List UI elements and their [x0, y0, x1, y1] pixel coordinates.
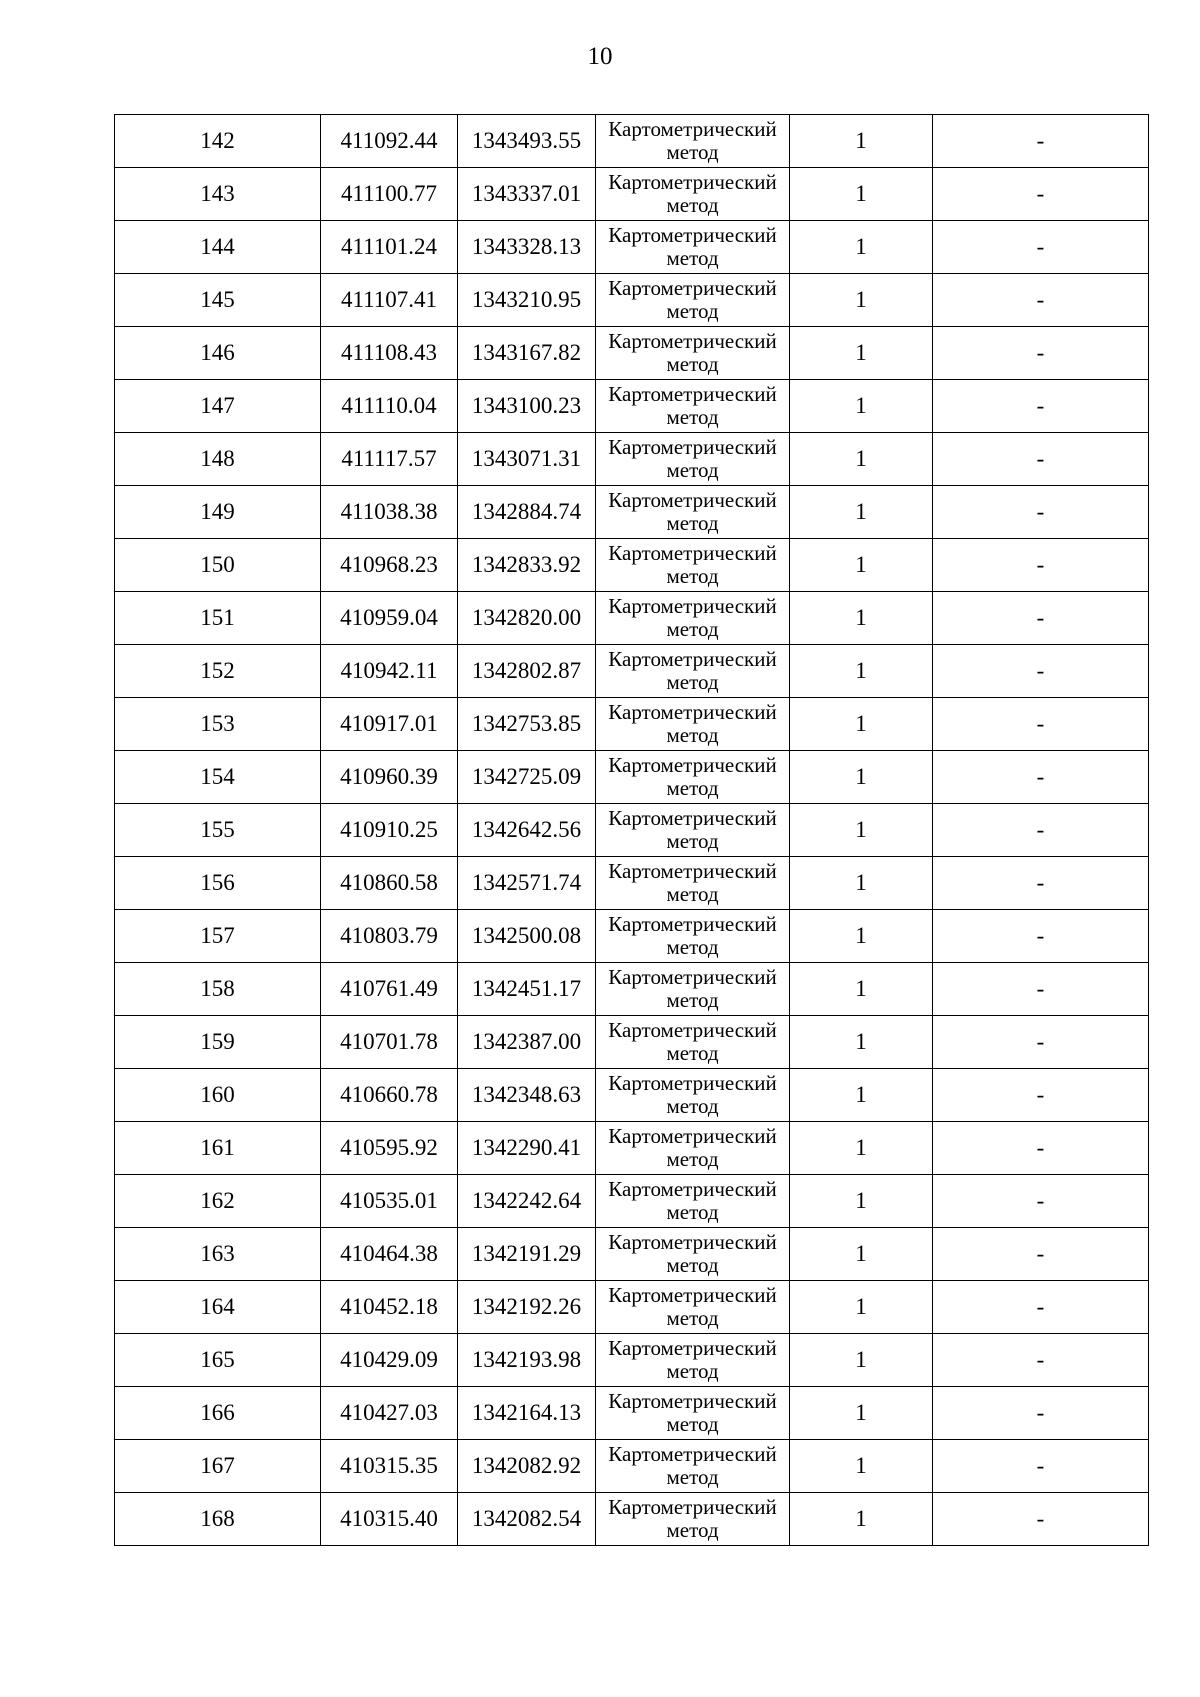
accuracy-cell: 1 [790, 910, 933, 963]
method-cell: Картометрический метод [596, 1440, 790, 1493]
description-cell: - [933, 1334, 1149, 1387]
x-coordinate-cell: 411110.04 [321, 380, 458, 433]
method-cell: Картометрический метод [596, 327, 790, 380]
table-row [115, 592, 1149, 645]
method-cell: Картометрический метод [596, 539, 790, 592]
point-number-cell: 164 [115, 1281, 321, 1334]
table-row [115, 221, 1149, 274]
description-cell: - [933, 804, 1149, 857]
y-coordinate-cell: 1342387.00 [458, 1016, 596, 1069]
y-coordinate-cell: 1342290.41 [458, 1122, 596, 1175]
x-coordinate-cell: 410660.78 [321, 1069, 458, 1122]
x-coordinate-cell: 410910.25 [321, 804, 458, 857]
point-number-cell: 147 [115, 380, 321, 433]
table-row [115, 1122, 1149, 1175]
y-coordinate-cell: 1342193.98 [458, 1334, 596, 1387]
y-coordinate-cell: 1342833.92 [458, 539, 596, 592]
table-row [115, 486, 1149, 539]
description-cell: - [933, 221, 1149, 274]
point-number-cell: 146 [115, 327, 321, 380]
description-cell: - [933, 592, 1149, 645]
x-coordinate-cell: 411100.77 [321, 168, 458, 221]
accuracy-cell: 1 [790, 857, 933, 910]
description-cell: - [933, 168, 1149, 221]
table-row [115, 1175, 1149, 1228]
y-coordinate-cell: 1342192.26 [458, 1281, 596, 1334]
method-cell: Картометрический метод [596, 804, 790, 857]
table-row [115, 539, 1149, 592]
point-number-cell: 157 [115, 910, 321, 963]
method-cell: Картометрический метод [596, 1334, 790, 1387]
point-number-cell: 153 [115, 698, 321, 751]
description-cell: - [933, 486, 1149, 539]
y-coordinate-cell: 1342500.08 [458, 910, 596, 963]
accuracy-cell: 1 [790, 486, 933, 539]
x-coordinate-cell: 410464.38 [321, 1228, 458, 1281]
x-coordinate-cell: 411108.43 [321, 327, 458, 380]
point-number-cell: 143 [115, 168, 321, 221]
x-coordinate-cell: 410761.49 [321, 963, 458, 1016]
point-number-cell: 158 [115, 963, 321, 1016]
table-row [115, 751, 1149, 804]
x-coordinate-cell: 410803.79 [321, 910, 458, 963]
x-coordinate-cell: 410860.58 [321, 857, 458, 910]
description-cell: - [933, 1016, 1149, 1069]
point-number-cell: 148 [115, 433, 321, 486]
point-number-cell: 145 [115, 274, 321, 327]
table-row [115, 274, 1149, 327]
table-row [115, 963, 1149, 1016]
method-cell: Картометрический метод [596, 380, 790, 433]
table-row [115, 645, 1149, 698]
accuracy-cell: 1 [790, 1387, 933, 1440]
y-coordinate-cell: 1342571.74 [458, 857, 596, 910]
table-row [115, 698, 1149, 751]
point-number-cell: 162 [115, 1175, 321, 1228]
accuracy-cell: 1 [790, 751, 933, 804]
accuracy-cell: 1 [790, 645, 933, 698]
table-row [115, 804, 1149, 857]
method-cell: Картометрический метод [596, 910, 790, 963]
y-coordinate-cell: 1342820.00 [458, 592, 596, 645]
accuracy-cell: 1 [790, 1175, 933, 1228]
method-cell: Картометрический метод [596, 1228, 790, 1281]
accuracy-cell: 1 [790, 698, 933, 751]
x-coordinate-cell: 410427.03 [321, 1387, 458, 1440]
y-coordinate-cell: 1342884.74 [458, 486, 596, 539]
table-row [115, 327, 1149, 380]
description-cell: - [933, 645, 1149, 698]
method-cell: Картометрический метод [596, 1175, 790, 1228]
accuracy-cell: 1 [790, 1228, 933, 1281]
x-coordinate-cell: 410942.11 [321, 645, 458, 698]
point-number-cell: 166 [115, 1387, 321, 1440]
accuracy-cell: 1 [790, 539, 933, 592]
x-coordinate-cell: 410429.09 [321, 1334, 458, 1387]
x-coordinate-cell: 410452.18 [321, 1281, 458, 1334]
y-coordinate-cell: 1343337.01 [458, 168, 596, 221]
coordinates-table-body [115, 115, 1149, 1546]
point-number-cell: 142 [115, 115, 321, 168]
x-coordinate-cell: 411107.41 [321, 274, 458, 327]
point-number-cell: 165 [115, 1334, 321, 1387]
x-coordinate-cell: 410315.35 [321, 1440, 458, 1493]
x-coordinate-cell: 411038.38 [321, 486, 458, 539]
accuracy-cell: 1 [790, 433, 933, 486]
description-cell: - [933, 1281, 1149, 1334]
x-coordinate-cell: 410960.39 [321, 751, 458, 804]
accuracy-cell: 1 [790, 1069, 933, 1122]
description-cell: - [933, 910, 1149, 963]
x-coordinate-cell: 411117.57 [321, 433, 458, 486]
point-number-cell: 168 [115, 1493, 321, 1546]
accuracy-cell: 1 [790, 592, 933, 645]
method-cell: Картометрический метод [596, 1122, 790, 1175]
x-coordinate-cell: 410535.01 [321, 1175, 458, 1228]
description-cell: - [933, 1387, 1149, 1440]
y-coordinate-cell: 1343100.23 [458, 380, 596, 433]
table-row [115, 1281, 1149, 1334]
point-number-cell: 159 [115, 1016, 321, 1069]
y-coordinate-cell: 1342802.87 [458, 645, 596, 698]
description-cell: - [933, 751, 1149, 804]
method-cell: Картометрический метод [596, 274, 790, 327]
y-coordinate-cell: 1343493.55 [458, 115, 596, 168]
accuracy-cell: 1 [790, 1122, 933, 1175]
point-number-cell: 150 [115, 539, 321, 592]
table-row [115, 1440, 1149, 1493]
accuracy-cell: 1 [790, 1281, 933, 1334]
x-coordinate-cell: 410315.40 [321, 1493, 458, 1546]
y-coordinate-cell: 1342164.13 [458, 1387, 596, 1440]
point-number-cell: 161 [115, 1122, 321, 1175]
accuracy-cell: 1 [790, 327, 933, 380]
accuracy-cell: 1 [790, 1016, 933, 1069]
x-coordinate-cell: 410917.01 [321, 698, 458, 751]
y-coordinate-cell: 1343210.95 [458, 274, 596, 327]
accuracy-cell: 1 [790, 168, 933, 221]
table-row [115, 857, 1149, 910]
point-number-cell: 163 [115, 1228, 321, 1281]
method-cell: Картометрический метод [596, 963, 790, 1016]
x-coordinate-cell: 410595.92 [321, 1122, 458, 1175]
description-cell: - [933, 963, 1149, 1016]
y-coordinate-cell: 1342753.85 [458, 698, 596, 751]
point-number-cell: 167 [115, 1440, 321, 1493]
y-coordinate-cell: 1343071.31 [458, 433, 596, 486]
method-cell: Картометрический метод [596, 433, 790, 486]
method-cell: Картометрический метод [596, 1387, 790, 1440]
x-coordinate-cell: 410701.78 [321, 1016, 458, 1069]
method-cell: Картометрический метод [596, 645, 790, 698]
y-coordinate-cell: 1342642.56 [458, 804, 596, 857]
description-cell: - [933, 327, 1149, 380]
point-number-cell: 160 [115, 1069, 321, 1122]
method-cell: Картометрический метод [596, 486, 790, 539]
x-coordinate-cell: 411092.44 [321, 115, 458, 168]
table-row [115, 1228, 1149, 1281]
coordinates-table [114, 114, 1149, 1546]
description-cell: - [933, 539, 1149, 592]
accuracy-cell: 1 [790, 1493, 933, 1546]
y-coordinate-cell: 1342082.92 [458, 1440, 596, 1493]
accuracy-cell: 1 [790, 115, 933, 168]
accuracy-cell: 1 [790, 963, 933, 1016]
method-cell: Картометрический метод [596, 751, 790, 804]
description-cell: - [933, 380, 1149, 433]
point-number-cell: 144 [115, 221, 321, 274]
table-row [115, 1493, 1149, 1546]
accuracy-cell: 1 [790, 804, 933, 857]
table-row [115, 1069, 1149, 1122]
y-coordinate-cell: 1343328.13 [458, 221, 596, 274]
description-cell: - [933, 1175, 1149, 1228]
description-cell: - [933, 274, 1149, 327]
method-cell: Картометрический метод [596, 1016, 790, 1069]
y-coordinate-cell: 1342082.54 [458, 1493, 596, 1546]
x-coordinate-cell: 410968.23 [321, 539, 458, 592]
table-row [115, 1387, 1149, 1440]
accuracy-cell: 1 [790, 1334, 933, 1387]
method-cell: Картометрический метод [596, 698, 790, 751]
description-cell: - [933, 698, 1149, 751]
method-cell: Картометрический метод [596, 221, 790, 274]
method-cell: Картометрический метод [596, 168, 790, 221]
accuracy-cell: 1 [790, 274, 933, 327]
description-cell: - [933, 1122, 1149, 1175]
table-row [115, 1334, 1149, 1387]
point-number-cell: 155 [115, 804, 321, 857]
point-number-cell: 149 [115, 486, 321, 539]
point-number-cell: 152 [115, 645, 321, 698]
point-number-cell: 154 [115, 751, 321, 804]
table-row [115, 1016, 1149, 1069]
page-number: 10 [587, 43, 613, 70]
table-row [115, 168, 1149, 221]
method-cell: Картометрический метод [596, 1281, 790, 1334]
description-cell: - [933, 1493, 1149, 1546]
x-coordinate-cell: 411101.24 [321, 221, 458, 274]
method-cell: Картометрический метод [596, 1493, 790, 1546]
y-coordinate-cell: 1343167.82 [458, 327, 596, 380]
method-cell: Картометрический метод [596, 592, 790, 645]
y-coordinate-cell: 1342451.17 [458, 963, 596, 1016]
description-cell: - [933, 1440, 1149, 1493]
method-cell: Картометрический метод [596, 115, 790, 168]
y-coordinate-cell: 1342191.29 [458, 1228, 596, 1281]
description-cell: - [933, 433, 1149, 486]
y-coordinate-cell: 1342348.63 [458, 1069, 596, 1122]
x-coordinate-cell: 410959.04 [321, 592, 458, 645]
description-cell: - [933, 1069, 1149, 1122]
table-row [115, 910, 1149, 963]
accuracy-cell: 1 [790, 1440, 933, 1493]
method-cell: Картометрический метод [596, 1069, 790, 1122]
table-row [115, 380, 1149, 433]
table-row [115, 433, 1149, 486]
accuracy-cell: 1 [790, 221, 933, 274]
point-number-cell: 156 [115, 857, 321, 910]
y-coordinate-cell: 1342242.64 [458, 1175, 596, 1228]
point-number-cell: 151 [115, 592, 321, 645]
table-row [115, 115, 1149, 168]
description-cell: - [933, 1228, 1149, 1281]
y-coordinate-cell: 1342725.09 [458, 751, 596, 804]
accuracy-cell: 1 [790, 380, 933, 433]
description-cell: - [933, 857, 1149, 910]
method-cell: Картометрический метод [596, 857, 790, 910]
description-cell: - [933, 115, 1149, 168]
